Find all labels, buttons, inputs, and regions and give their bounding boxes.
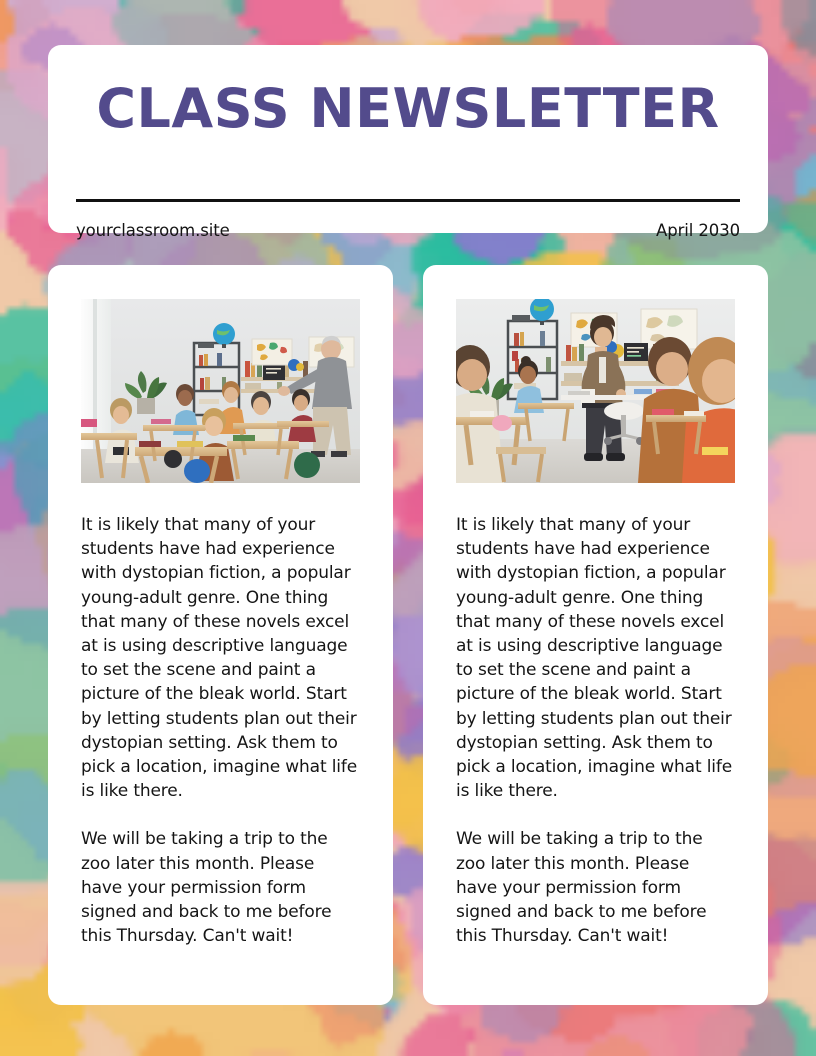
paragraph: We will be taking a trip to the zoo later this month. Please have your permission form signed and back to me before this Thursday. Can't wait! (81, 829, 332, 947)
classroom-photo-left (81, 299, 360, 483)
article-body-left (81, 513, 360, 948)
paragraph: It is likely that many of your students have had experience with dystopian fiction, a popular young-adult genre. One thing that many of these novels excel at is using descriptive language to set the scene and paint a picture of the bleak world. Start by letting students plan out their dystopian setting. Ask them to pick a location, imagine what life is like there. (456, 515, 732, 802)
article-card-right (423, 265, 768, 1005)
issue-date: April 2030 (656, 221, 740, 240)
header-divider (76, 199, 740, 202)
header-meta (76, 221, 740, 240)
paragraph: It is likely that many of your students have had experience with dystopian fiction, a popular young-adult genre. One thing that many of these novels excel at is using descriptive language to set the scene and paint a picture of the bleak world. Start by letting students plan out their dystopian setting. Ask them to pick a location, imagine what life is like there. (81, 515, 357, 802)
site-url: yourclassroom.site (76, 221, 230, 240)
classroom-photo-right (456, 299, 735, 483)
paragraph: We will be taking a trip to the zoo later this month. Please have your permission form signed and back to me before this Thursday. Can't wait! (456, 829, 707, 947)
page-title: CLASS NEWSLETTER (96, 77, 720, 140)
article-card-left (48, 265, 393, 1005)
header-card (48, 45, 768, 240)
article-body-right (456, 513, 735, 948)
